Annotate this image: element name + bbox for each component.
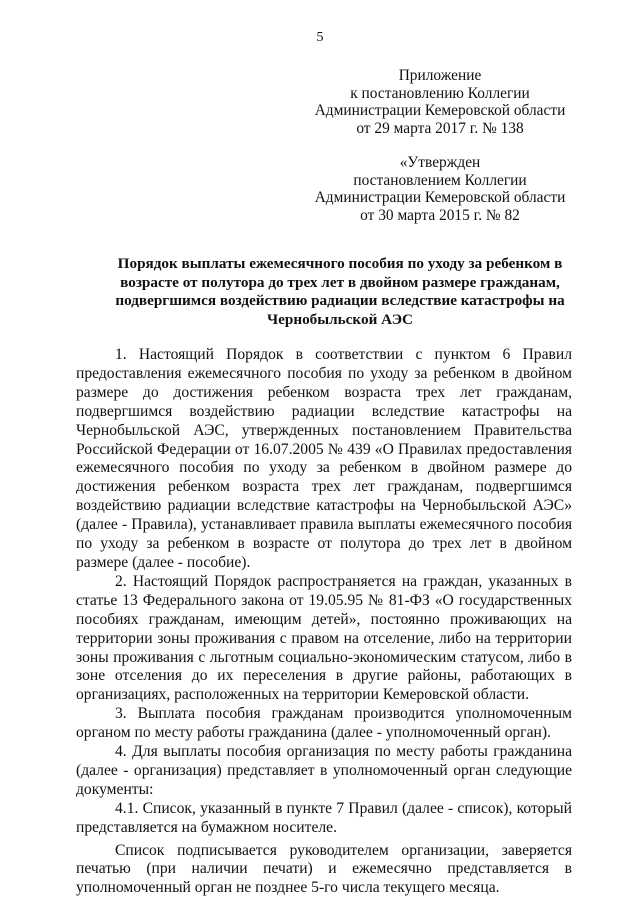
- approved-line: «Утвержден: [399, 154, 481, 171]
- approved-line: от 30 марта 2015 г. № 82: [360, 206, 520, 224]
- appendix-line: от 29 марта 2017 г. № 138: [356, 119, 524, 137]
- paragraph-1: 1. Настоящий Порядок в соответствии с пунктом 6 Правил предоставления ежемесячного пособия по уходу за ребенком в двойном размере до достижения ребенком возраста трех лет гражданам, подвергшимся воздействию радиации вследствие катастрофы на Чернобыльской АЭС, утвержденных постановлением Правительства Российской Федерации от 16.07.2005 № 439 «О Правилах предоставления ежемесячного пособия по уходу за ребенком в двойном размере до достижения ребенком возраста трех лет гражданам, подвергшимся воздействию радиации вследствие катастрофы на Чернобыльской АЭС» (далее - Правила), устанавливает правила выплаты ежемесячного пособия по уходу за ребенком в возрасте от полутора до трех лет в двойном размере (далее - пособие).: [76, 346, 572, 571]
- paragraph-4-1: 4.1. Список, указанный в пункте 7 Правил (далее - список), который представляется на бумажном носителе.: [76, 799, 572, 836]
- title-line: возрасте от полутора до трех лет в двойном размере гражданам,: [120, 273, 560, 291]
- document-title: [82, 255, 598, 329]
- paragraph-3: 3. Выплата пособия гражданам производится уполномоченным органом по месту работы гражданина (далее - уполномоченный орган).: [76, 705, 572, 742]
- title-line: подвергшимся воздействию радиации вследствие катастрофы на: [115, 292, 565, 309]
- appendix-line: к постановлению Коллегии: [350, 84, 530, 102]
- approved-line: Администрации Кемеровской области: [314, 189, 566, 206]
- page-number: 5: [316, 30, 324, 45]
- document-body: [76, 346, 572, 898]
- approved-line: постановлением Коллегии: [353, 171, 527, 189]
- approved-block: [300, 154, 580, 224]
- paragraph-4: 4. Для выплаты пособия организация по месту работы гражданина (далее - организация) представляет в уполномоченный орган следующие документы:: [76, 743, 572, 798]
- appendix-line: Администрации Кемеровской области: [314, 102, 566, 119]
- title-line: Чернобыльской АЭС: [267, 310, 413, 328]
- appendix-block: [300, 67, 580, 137]
- title-line: Порядок выплаты ежемесячного пособия по уходу за ребенком в: [117, 255, 563, 272]
- paragraph-list-signing: Список подписывается руководителем организации, заверяется печатью (при наличии печати) и ежемесячно представляется в уполномоченный орган не позднее 5-го числа текущего месяца.: [76, 841, 572, 897]
- paragraph-2: 2. Настоящий Порядок распространяется на граждан, указанных в статье 13 Федерального закона от 19.05.95 № 81-ФЗ «О государственных пособиях гражданам, имеющим детей», постоянно проживающих на территории зоны проживания с правом на отселение, либо на территории зоны проживания с льготным социально-экономическим статусом, либо в зоне отселения до их переселения в другие районы, работающих в организациях, расположенных на территории Кемеровской области.: [76, 572, 572, 704]
- appendix-line: Приложение: [398, 67, 482, 84]
